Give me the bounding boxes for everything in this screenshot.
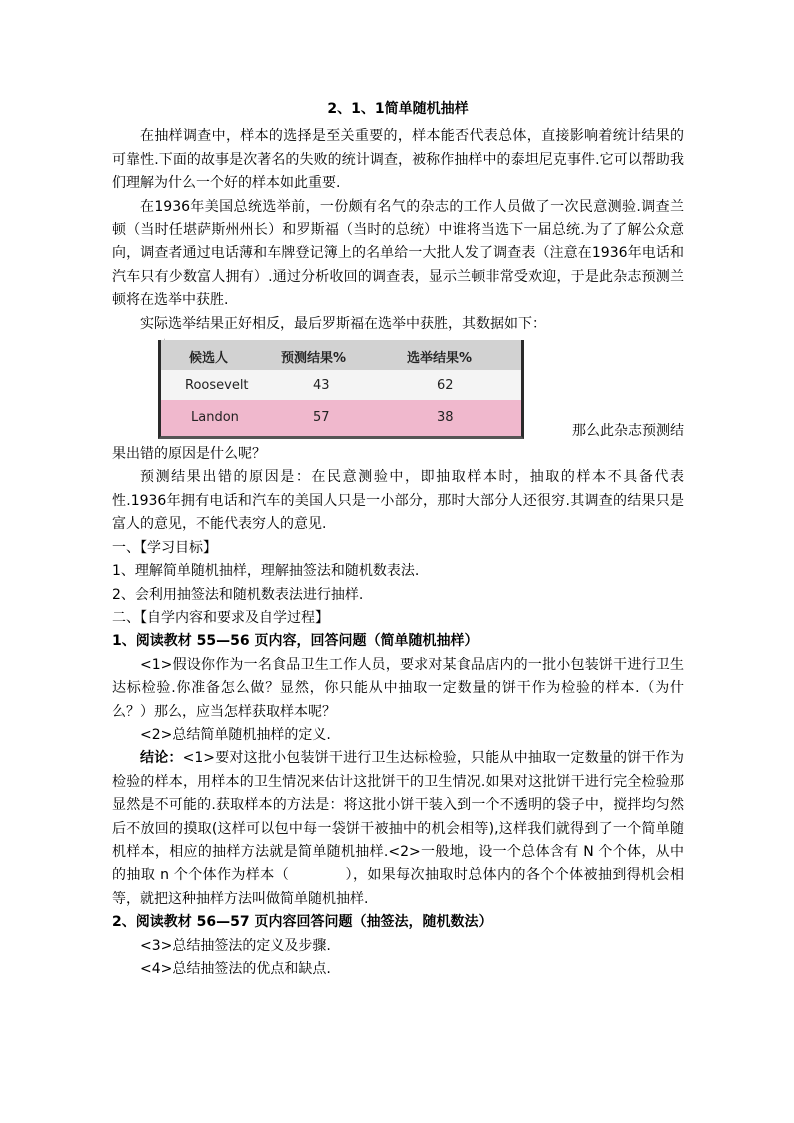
process-heading: 二、【自学内容和要求及自学过程】: [112, 609, 329, 626]
goal-item-1: 1、理解简单随机抽样，理解抽签法和随机数表法.: [112, 563, 420, 580]
question-3: <3>总结抽签法的定义及步骤.: [140, 937, 331, 954]
conclusion-text-b: ），如果每次抽取时总体内的各个个体被抽到得机会相等，就把这种抽样方法叫做简单随机抽样.: [112, 867, 684, 907]
intro-paragraph-3: 实际选举结果正好相反，最后罗斯福在选举中获胜，其数据如下：: [140, 315, 546, 332]
table-cell-predicted: 57: [313, 410, 330, 426]
table-header-candidate: 候选人: [189, 351, 229, 367]
goal-item-2: 2、会利用抽签法和随机数表法进行抽样.: [112, 586, 364, 603]
question-line: 果出错的原因是什么呢？: [112, 446, 266, 463]
goals-heading: 一、【学习目标】: [112, 539, 217, 556]
conclusion-label: 结论：: [140, 750, 183, 767]
page-title: 2、1、1简单随机抽样: [327, 101, 469, 117]
intro-paragraph-1: 在抽样调查中，样本的选择是至关重要的，样本能否代表总体，直接影响着统计结果的可靠性.下面的故事是次著名的失败的统计调查，被称作抽样中的泰坦尼克事件.它可以帮助我们理解为什么一个好的样本如此重要.: [112, 128, 684, 192]
question-2: <2>总结简单随机抽样的定义.: [140, 726, 331, 743]
question-4: <4>总结抽签法的优点和缺点.: [140, 961, 331, 977]
reason-paragraph: 预测结果出错的原因是：在民意测验中，即抽取样本时，抽取的样本不具备代表性.1936年拥有电话和汽车的美国人只是一小部分，那时大部分人还很穷.其调查的结果只是富人的意见，不能代表穷人的意见.: [112, 469, 684, 533]
document-page: [112, 98, 684, 981]
table-cell-predicted: 43: [313, 378, 330, 394]
intro-paragraph-2: 在1936年美国总统选举前，一份颇有名气的杂志的工作人员做了一次民意测验.调查兰顿（当时任堪萨斯州州长）和罗斯福（当时的总统）中谁将当选下一届总统.为了了解公众意向，调查者通过电话薄和车牌登记簿上的名单给一大批人发了调查表（注意在1936年电话和汽车只有少数富人拥有）.通过分析收回的调查表，显示兰顿非常受欢迎，于是此杂志预测兰顿将在选举中获胜.: [112, 198, 684, 309]
election-table-figure: [112, 338, 684, 443]
table-cell-actual: 62: [437, 378, 454, 394]
table-cell-candidate: Roosevelt: [185, 378, 249, 394]
table-header-actual: 选举结果%: [407, 351, 473, 367]
section-1-heading: 1、阅读教材 55—56 页内容，回答问题（简单随机抽样）: [112, 633, 479, 650]
election-results-table: [158, 340, 524, 439]
table-cell-candidate: Landon: [191, 410, 239, 426]
table-caption-text: 那么此杂志预测结: [572, 423, 684, 440]
table-header-predicted: 预测结果%: [281, 351, 347, 367]
conclusion-paragraph: [112, 747, 684, 911]
question-1: <1>假设你作为一名食品卫生工作人员，要求对某食品店内的一批小包装饼干进行卫生达标检验.你准备怎么做？显然，你只能从中抽取一定数量的饼干作为检验的样本.（为什么？）那么，应当怎样获取样本呢？: [112, 656, 684, 720]
conclusion-text-a: <1>要对这批小包装饼干进行卫生达标检验，只能从中抽取一定数量的饼干作为检验的样本，用样本的卫生情况来估计这批饼干的卫生情况.如果对这批饼干进行完全检验那显然是不可能的.获取样本的方法是：将这批小饼干装入到一个不透明的袋子中，搅拌均匀然后不放回的摸取(这样可以包中每一袋饼干被抽中的机会相等),这样我们就得到了一个简单随机样本，相应的抽样方法就是简单随机抽样.<2>一般地，设一个总体含有 N 个个体，从中的抽取 n 个个体作为样本（: [112, 750, 684, 884]
table-cell-actual: 38: [437, 410, 454, 426]
section-2-heading: 2、阅读教材 56—57 页内容回答问题（抽签法，随机数法）: [112, 914, 493, 931]
